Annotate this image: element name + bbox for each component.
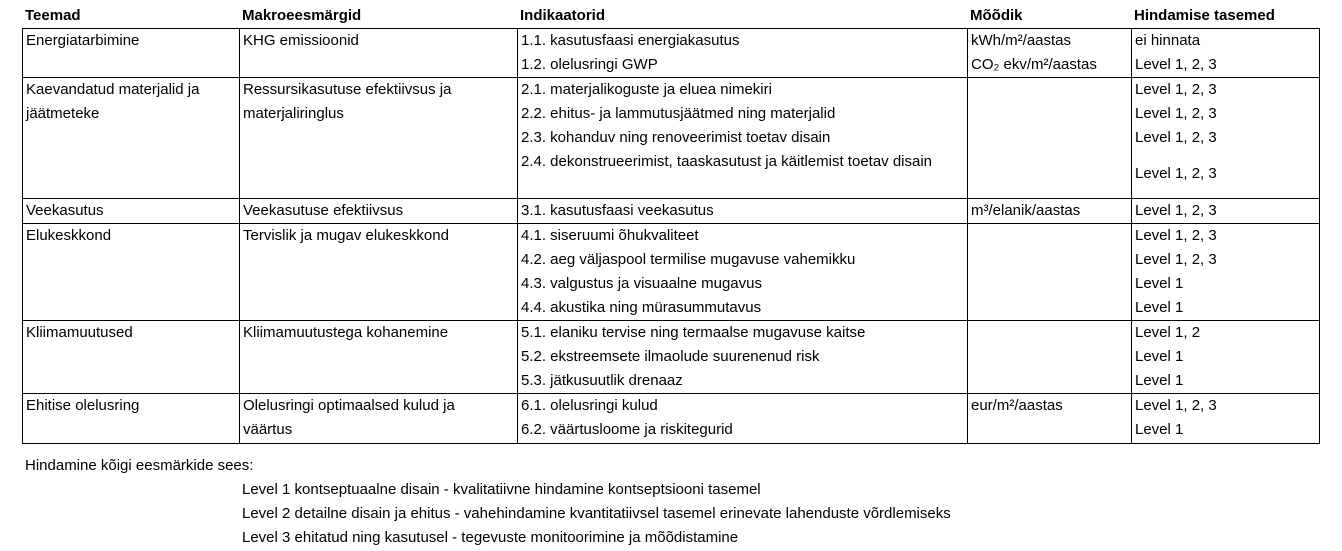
indicator-row — [23, 78, 1319, 102]
header-moodik: Mõõdik — [970, 7, 1023, 24]
indicator-text: 2.2. ehitus- ja lammutusjäätmed ning materjalid — [521, 105, 836, 122]
indicator-row — [23, 53, 1319, 77]
assessment-level: Level 1 — [1135, 275, 1184, 292]
header-indikaatorid: Indikaatorid — [520, 7, 606, 24]
topic-name: Elukeskkond — [26, 227, 112, 244]
macro-goal: Kliimamuutustega kohanemine — [243, 324, 449, 341]
metric-unit: kWh/m²/aastas — [971, 32, 1072, 49]
level-description: Level 3 ehitatud ning kasutusel - tegevuste monitoorimine ja mõõdistamine — [242, 529, 739, 546]
indicator-text: 4.2. aeg väljaspool termilise mugavuse vahemikku — [521, 251, 856, 268]
topic-row — [23, 29, 1319, 78]
indicator-row — [23, 369, 1319, 393]
indicator-text: 5.1. elaniku tervise ning termaalse mugavuse kaitse — [521, 324, 866, 341]
topic-row — [23, 394, 1319, 443]
topic-name: Kaevandatud materjalid ja jäätmeteke — [26, 81, 200, 122]
indicator-text: 1.1. kasutusfaasi energiakasutus — [521, 32, 740, 49]
indicator-row — [23, 394, 1319, 418]
indicator-row — [23, 29, 1319, 53]
header-hindamise-tasemed: Hindamise tasemed — [1134, 7, 1275, 24]
macro-goal: Ressursikasutuse efektiivsus ja materjaliringlus — [243, 81, 452, 122]
indicator-text: 3.1. kasutusfaasi veekasutus — [521, 202, 714, 219]
macro-goal: Veekasutuse efektiivsus — [243, 202, 404, 219]
topic-row — [23, 199, 1319, 224]
header-teemad: Teemad — [25, 7, 81, 24]
macro-goal: Tervislik ja mugav elukeskkond — [243, 227, 449, 244]
assessment-level: Level 1, 2, 3 — [1135, 81, 1217, 98]
assessment-level: Level 1, 2, 3 — [1135, 227, 1217, 244]
indicator-row — [23, 296, 1319, 320]
table-header — [0, 7, 1342, 27]
indicator-row — [23, 199, 1319, 223]
assessment-level: ei hinnata — [1135, 32, 1201, 49]
assessment-level: Level 1, 2 — [1135, 324, 1201, 341]
indicator-text: 5.3. jätkusuutlik drenaaz — [521, 372, 683, 389]
indicator-row — [23, 224, 1319, 248]
assessment-level: Level 1, 2, 3 — [1135, 202, 1217, 219]
indicator-text: 2.1. materjalikoguste ja eluea nimekiri — [521, 81, 772, 98]
indicator-row — [23, 126, 1319, 150]
topic-name: Veekasutus — [26, 202, 104, 219]
topic-row — [23, 224, 1319, 321]
indicator-text: 6.1. olelusringi kulud — [521, 397, 658, 414]
topic-row — [23, 321, 1319, 394]
indicator-text: 1.2. olelusringi GWP — [521, 56, 658, 73]
indicator-row — [23, 272, 1319, 296]
assessment-level: Level 1 — [1135, 372, 1184, 389]
assessment-level: Level 1, 2, 3 — [1135, 56, 1217, 73]
indicator-text: 4.1. siseruumi õhukvaliteet — [521, 227, 699, 244]
indicator-text: 2.4. dekonstrueerimist, taaskasutust ja käitlemist toetav disain — [521, 153, 933, 170]
level-description: Level 1 kontseptuaalne disain - kvalitatiivne hindamine kontseptsiooni tasemel — [242, 481, 761, 498]
metric-unit: m³/elanik/aastas — [971, 202, 1081, 219]
assessment-level: Level 1, 2, 3 — [1135, 397, 1217, 414]
level-description: Level 2 detailne disain ja ehitus - vahehindamine kvantitatiivsel tasemel erinevate lahenduste võrdlemiseks — [242, 505, 951, 522]
assessment-level: Level 1, 2, 3 — [1135, 105, 1217, 122]
indicator-row — [23, 150, 1319, 198]
indicator-text: 6.2. väärtusloome ja riskitegurid — [521, 421, 733, 438]
indicator-text: 5.2. ekstreemsete ilmaolude suurenenud risk — [521, 348, 820, 365]
assessment-level: Level 1, 2, 3 — [1135, 251, 1217, 268]
topic-name: Kliimamuutused — [26, 324, 133, 341]
assessment-level: Level 1, 2, 3 — [1135, 129, 1217, 146]
indicator-table — [22, 28, 1320, 444]
indicator-text: 2.3. kohanduv ning renoveerimist toetav disain — [521, 129, 831, 146]
metric-unit: eur/m²/aastas — [971, 397, 1063, 414]
assessment-level: Level 1 — [1135, 348, 1184, 365]
topic-name: Energiatarbimine — [26, 32, 140, 49]
indicator-text: 4.3. valgustus ja visuaalne mugavus — [521, 275, 762, 292]
topic-name: Ehitise olelusring — [26, 397, 140, 414]
indicator-row — [23, 248, 1319, 272]
macro-goal: Olelusringi optimaalsed kulud ja väärtus — [243, 397, 455, 438]
notes-intro: Hindamine kõigi eesmärkide sees: — [25, 457, 254, 474]
metric-unit: CO₂ ekv/m²/aastas — [971, 56, 1097, 73]
indicator-row — [23, 345, 1319, 369]
assessment-level: Level 1, 2, 3 — [1135, 165, 1217, 182]
macro-goal: KHG emissioonid — [243, 32, 359, 49]
header-makroeesmargid: Makroeesmärgid — [242, 7, 362, 24]
indicator-row — [23, 102, 1319, 126]
assessment-level: Level 1 — [1135, 299, 1184, 316]
assessment-level: Level 1 — [1135, 421, 1184, 438]
topic-row — [23, 78, 1319, 199]
indicator-row — [23, 418, 1319, 442]
indicator-text: 4.4. akustika ning mürasummutavus — [521, 299, 762, 316]
indicator-row — [23, 321, 1319, 345]
